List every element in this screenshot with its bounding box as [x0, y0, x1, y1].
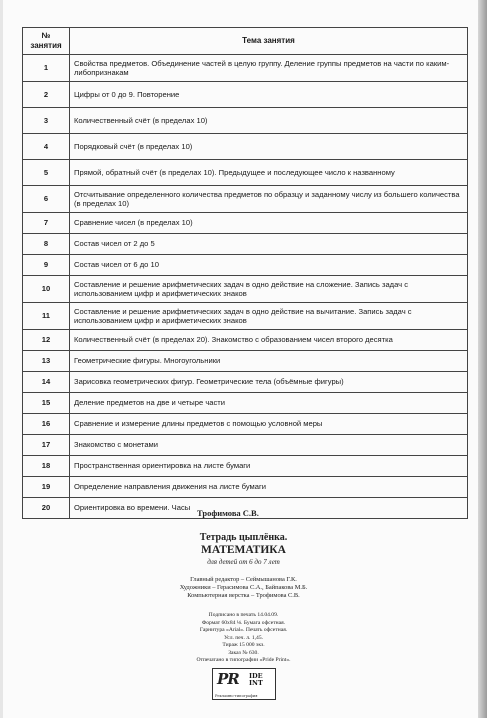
- lesson-number: 8: [23, 234, 70, 255]
- pubdata-line: Подписано в печать 14.04.09.: [208, 612, 279, 618]
- logo-caption: Рекламно-типография: [215, 694, 258, 698]
- table-row: [23, 414, 468, 435]
- table-row: [23, 134, 468, 160]
- table-row: [23, 372, 468, 393]
- target-audience: для детей от 6 до 7 лет: [207, 558, 280, 566]
- pubdata-line: Усл. печ. л. 1,45.: [223, 634, 264, 641]
- lesson-topic: Ориентировка во времени. Часы: [70, 498, 468, 519]
- lesson-number: 9: [23, 255, 70, 276]
- lesson-number: 5: [23, 160, 70, 186]
- lesson-number: 15: [23, 393, 70, 414]
- lesson-number: 2: [23, 82, 70, 108]
- table-row: [23, 160, 468, 186]
- lesson-topic: Знакомство с монетами: [70, 435, 468, 456]
- table-row: [23, 276, 468, 303]
- lesson-topic: Состав чисел от 2 до 5: [70, 234, 468, 255]
- lesson-topic: Порядковый счёт (в пределах 10): [70, 134, 468, 160]
- credit-line: Компьютерная верстка – Трофимова С.В.: [187, 592, 300, 599]
- table-row: [23, 393, 468, 414]
- table-header: [23, 28, 468, 55]
- table-row: [23, 435, 468, 456]
- lesson-topic: Геометрические фигуры. Многоугольники: [70, 351, 468, 372]
- lesson-topic: Деление предметов на две и четыре части: [70, 393, 468, 414]
- lesson-topic: Количественный счёт (в пределах 20). Знакомство с образованием чисел второго десятка: [70, 330, 468, 351]
- header-num: № занятия: [23, 28, 70, 55]
- page-edge-right: [478, 0, 487, 718]
- lesson-number: 13: [23, 351, 70, 372]
- logo-word-2: INT: [249, 679, 263, 688]
- pubdata-line: Заказ № 630.: [228, 649, 259, 656]
- table-row: [23, 108, 468, 134]
- table-row: [23, 213, 468, 234]
- page-edge-left: [0, 0, 3, 718]
- lesson-topic: Отсчитывание определенного количества предметов по образцу и заданному числу из большего количества (в пределах 10): [70, 186, 468, 213]
- lesson-topic: Пространственная ориентировка на листе бумаги: [70, 456, 468, 477]
- pubdata-line: Отпечатано в типографии «Pride Print».: [196, 657, 291, 664]
- logo-wordmark: [249, 673, 263, 687]
- lesson-number: 18: [23, 456, 70, 477]
- lesson-topic: Сравнение чисел (в пределах 10): [70, 213, 468, 234]
- table-row: [23, 303, 468, 330]
- lesson-number: 3: [23, 108, 70, 134]
- table-row: [23, 477, 468, 498]
- lesson-topic: Свойства предметов. Объединение частей в целую группу. Деление группы предметов на части по каким-либопризнакам: [70, 55, 468, 82]
- lesson-topic: Зарисовка геометрических фигур. Геометрические тела (объёмные фигуры): [70, 372, 468, 393]
- lesson-number: 6: [23, 186, 70, 213]
- table-row: [23, 255, 468, 276]
- lesson-number: 20: [23, 498, 70, 519]
- lesson-number: 14: [23, 372, 70, 393]
- lesson-number: 7: [23, 213, 70, 234]
- table-row: [23, 82, 468, 108]
- lesson-topic: Определение направления движения на листе бумаги: [70, 477, 468, 498]
- credit-line: Художники – Герасимова С.А., Байпакова М.Б.: [179, 584, 308, 591]
- publication-data: [0, 612, 487, 665]
- lesson-number: 11: [23, 303, 70, 330]
- lesson-topics-table: [22, 27, 468, 519]
- lesson-topic: Прямой, обратный счёт (в пределах 10). Предыдущее и последующее число к названному: [70, 160, 468, 186]
- printer-logo: [212, 668, 276, 700]
- lesson-topic: Цифры от 0 до 9. Повторение: [70, 82, 468, 108]
- author-name: Трофимова С.В.: [197, 508, 259, 518]
- lesson-number: 19: [23, 477, 70, 498]
- credit-line: Главный редактор – Сеймышанова Г.К.: [190, 576, 297, 583]
- lesson-topic: Состав чисел от 6 до 10: [70, 255, 468, 276]
- lesson-topic: Сравнение и измерение длины предметов с помощью условной меры: [70, 414, 468, 435]
- lesson-topic: Составление и решение арифметических задач в одно действие на вычитание. Запись задач с использованием цифр и арифметических знаков: [70, 303, 468, 330]
- lesson-number: 10: [23, 276, 70, 303]
- pubdata-line: Гарнитура «Arial». Печать офсетная.: [199, 627, 288, 634]
- lesson-topic: Количественный счёт (в пределах 10): [70, 108, 468, 134]
- logo-mark: PR: [217, 670, 239, 688]
- book-subject: МАТЕМАТИКА: [201, 544, 286, 556]
- book-title: Тетрадь цыплёнка.: [199, 532, 288, 543]
- lesson-number: 4: [23, 134, 70, 160]
- lesson-number: 1: [23, 55, 70, 82]
- credits: [0, 576, 487, 600]
- pubdata-line: Тираж 15 000 экз.: [222, 642, 265, 649]
- lesson-number: 17: [23, 435, 70, 456]
- header-topic: Тема занятия: [70, 28, 468, 55]
- table-row: [23, 186, 468, 213]
- logo-word-1: IDE: [249, 672, 263, 680]
- table-row: [23, 234, 468, 255]
- lesson-number: 12: [23, 330, 70, 351]
- table-row: [23, 330, 468, 351]
- pubdata-line: Формат 60х84 ⅛. Бумага офсетная.: [201, 619, 286, 626]
- table-row: [23, 55, 468, 82]
- lesson-number: 16: [23, 414, 70, 435]
- lesson-topic: Составление и решение арифметических задач в одно действие на сложение. Запись задач с использованием цифр и арифметических знаков: [70, 276, 468, 303]
- table-row: [23, 351, 468, 372]
- table-row: [23, 456, 468, 477]
